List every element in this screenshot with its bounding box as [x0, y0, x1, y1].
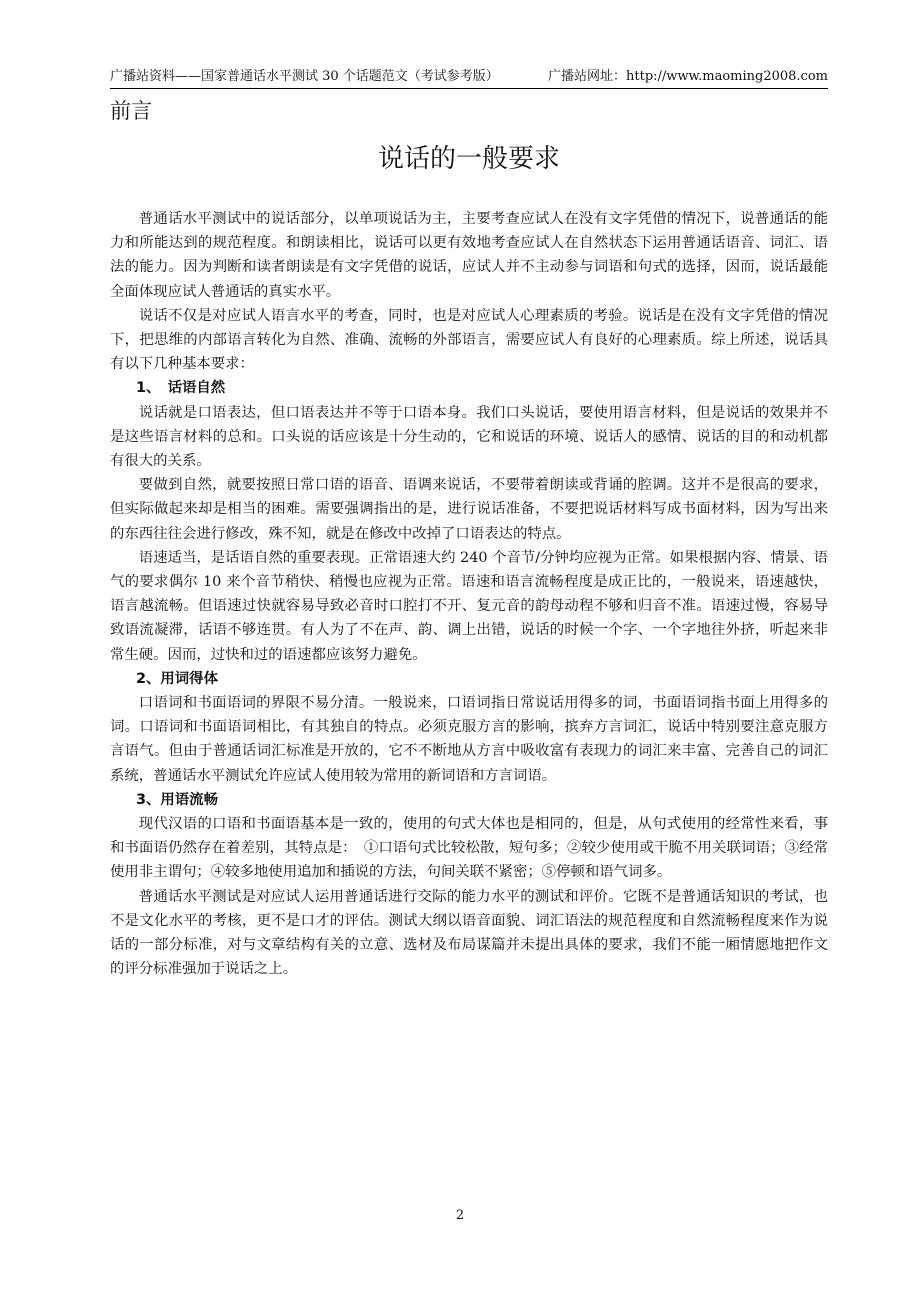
page-header [110, 64, 828, 89]
section-paragraph: 要做到自然，就要按照日常口语的语音、语调来说话，不要带着朗读或背诵的腔调。这并不是很高的要求，但实际做起来却是相当的困难。需要强调指出的是，进行说话准备，不要把说话材料写成书面材料，因为写出来的东西往往会进行修改，殊不知，就是在修改中改掉了口语表达的特点。 [110, 477, 828, 542]
preface-heading: 前言 [110, 99, 152, 123]
page-number: 2 [455, 1208, 465, 1223]
intro-paragraph: 说话不仅是对应试人语言水平的考查，同时，也是对应试人心理素质的考验。说话是在没有文字凭借的情况下，把思维的内部语言转化为自然、准确、流畅的外部语言，需要应试人有良好的心理素质。综上所述，说话具有以下几种基本要求： [110, 307, 828, 373]
page-title: 说话的一般要求 [377, 144, 560, 174]
section-paragraph: 口语词和书面语词的界限不易分清。一般说来，口语词指日常说话用得多的词，书面语词指书面上用得多的词。口语词和书面语词相比，有其独自的特点。必须克服方言的影响，摈弃方言词汇，说话中特别要注意克服方言语气。但由于普通话词汇标准是开放的，它不不断地从方言中吸收富有表现力的词汇来丰富、完善自己的词汇系统，普通话水平测试允许应试人使用较为常用的新词语和方言词语。 [110, 695, 828, 784]
intro-paragraph: 普通话水平测试中的说话部分，以单项说话为主，主要考查应试人在没有文字凭借的情况下，说普通话的能力和所能达到的规范程度。和朗读相比，说话可以更有效地考查应试人在自然状态下运用普通话语音、词汇、语法的能力。因为判断和读者朗读是有文字凭借的说话，应试人并不主动参与词语和句式的选择，因而，说话最能全面体现应试人普通话的真实水平。 [110, 211, 828, 300]
section-paragraph: 语速适当，是话语自然的重要表现。正常语速大约 240 个音节/分钟均应视为正常。如果根据内容、情景、语气的要求偶尔 10 来个音节稍快、稍慢也应视为正常。语速和语言流畅程度是成正比的，一般说来，语速越快，语言越流畅。但语速过快就容易导致必音时口腔打不开、复元音的韵母动程不够和归音不准。语速过慢，容易导致语流凝滞，话语不够连贯。有人为了不在声、韵、调上出错，说话的时候一个字、一个字地往外挤，听起来非常生硬。因而，过快和过的语速都应该努力避免。 [110, 549, 828, 663]
section-heading-natural-speech: 1、 话语自然 [136, 380, 226, 397]
document-body [110, 207, 828, 982]
section-paragraph: 说话就是口语表达，但口语表达并不等于口语本身。我们口头说话，要使用语言材料，但是说话的效果并不是这些语言材料的总和。口头说的话应该是十分生动的，它和说话的环境、说话人的感情、说话的目的和动机都有很大的关系。 [110, 404, 828, 470]
header-document-title: 广播站资料——国家普通话水平测试 30 个话题范文（考试参考版） [110, 69, 499, 84]
header-website: 广播站网址：http://www.maoming2008.com [548, 69, 828, 84]
section-paragraph: 现代汉语的口语和书面语基本是一致的，使用的句式大体也是相同的，但是，从句式使用的经常性来看，事和书面语仍然存在着差别，其特点是： ①口语句式比较松散，短句多；②较少使用或干脆不用关联词语；③经常使用非主谓句；④较多地使用追加和插说的方法，句间关联不紧密；⑤停顿和语气词多。 [110, 816, 828, 881]
section-paragraph: 普通话水平测试是对应试人运用普通话进行交际的能力水平的测试和评价。它既不是普通话知识的考试，也不是文化水平的考核，更不是口才的评估。测试大纲以语音面貌、词汇语法的规范程度和自然流畅程度来作为说话的一部分标准，对与文章结构有关的立意、选材及布局谋篇并未提出具体的要求，我们不能一厢情愿地把作文的评分标准强加于说话之上。 [110, 888, 828, 978]
section-heading-fluency: 3、用语流畅 [136, 791, 218, 808]
section-heading-word-choice: 2、用词得体 [136, 670, 218, 687]
